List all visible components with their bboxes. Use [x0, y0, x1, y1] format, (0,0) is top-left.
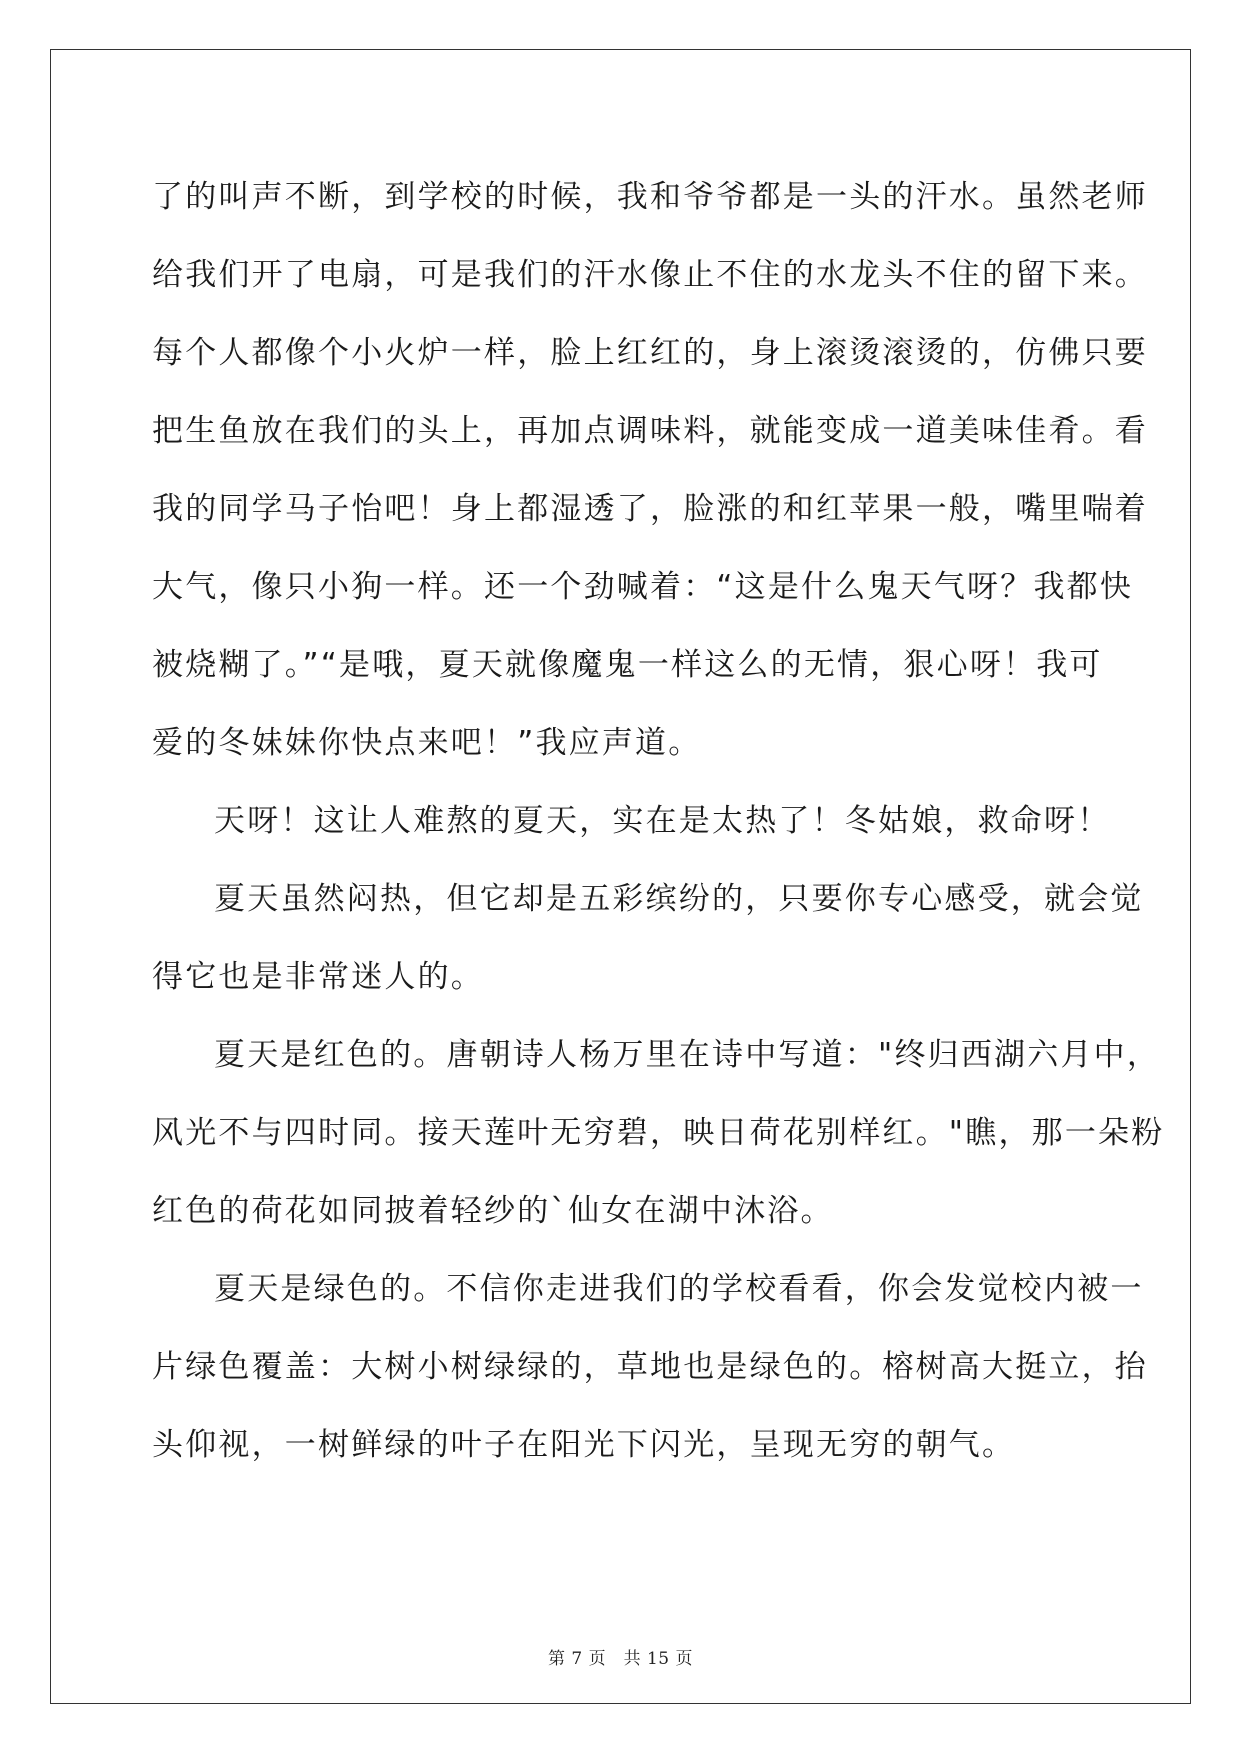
text-line: 我的同学马子怡吧！身上都湿透了，脸涨的和红苹果一般，嘴里喘着 [152, 491, 1148, 527]
text-line: 被烧糊了。”“是哦，夏天就像魔鬼一样这么的无情，狠心呀！我可 [152, 647, 1103, 683]
text-line: 爱的冬妹妹你快点来吧！”我应声道。 [152, 725, 702, 761]
text-line: 头仰视，一树鲜绿的叶子在阳光下闪光，呈现无穷的朝气。 [152, 1427, 1016, 1463]
text-line: 每个人都像个小火炉一样，脸上红红的，身上滚烫滚烫的，仿佛只要 [152, 335, 1148, 371]
text-line: 把生鱼放在我们的头上，再加点调味料，就能变成一道美味佳肴。看 [152, 413, 1148, 449]
paragraph-start-line: 夏天是绿色的。不信你走进我们的学校看看，你会发觉校内被一 [214, 1271, 1144, 1307]
text-line: 了的叫声不断，到学校的时候，我和爷爷都是一头的汗水。虽然老师 [152, 179, 1148, 215]
text-line: 风光不与四时同。接天莲叶无穷碧，映日荷花别样红。"瞧，那一朵粉 [152, 1115, 1165, 1151]
text-line: 大气，像只小狗一样。还一个劲喊着：“这是什么鬼天气呀？我都快 [152, 569, 1134, 605]
text-line: 片绿色覆盖：大树小树绿绿的，草地也是绿色的。榕树高大挺立，抬 [152, 1349, 1148, 1385]
paragraph-start-line: 天呀！这让人难熬的夏天，实在是太热了！冬姑娘，救命呀！ [214, 803, 1111, 839]
text-line: 给我们开了电扇，可是我们的汗水像止不住的水龙头不住的留下来。 [152, 257, 1148, 293]
paragraph-start-line: 夏天虽然闷热，但它却是五彩缤纷的，只要你专心感受，就会觉 [214, 881, 1144, 917]
paragraph-start-line: 夏天是红色的。唐朝诗人杨万里在诗中写道："终归西湖六月中， [214, 1037, 1161, 1073]
text-line: 红色的荷花如同披着轻纱的`仙女在湖中沐浴。 [152, 1193, 834, 1229]
text-line: 得它也是非常迷人的。 [152, 959, 484, 995]
page-footer: 第 7 页 共 15 页 [547, 1649, 694, 1669]
document-body [152, 158, 1165, 1484]
